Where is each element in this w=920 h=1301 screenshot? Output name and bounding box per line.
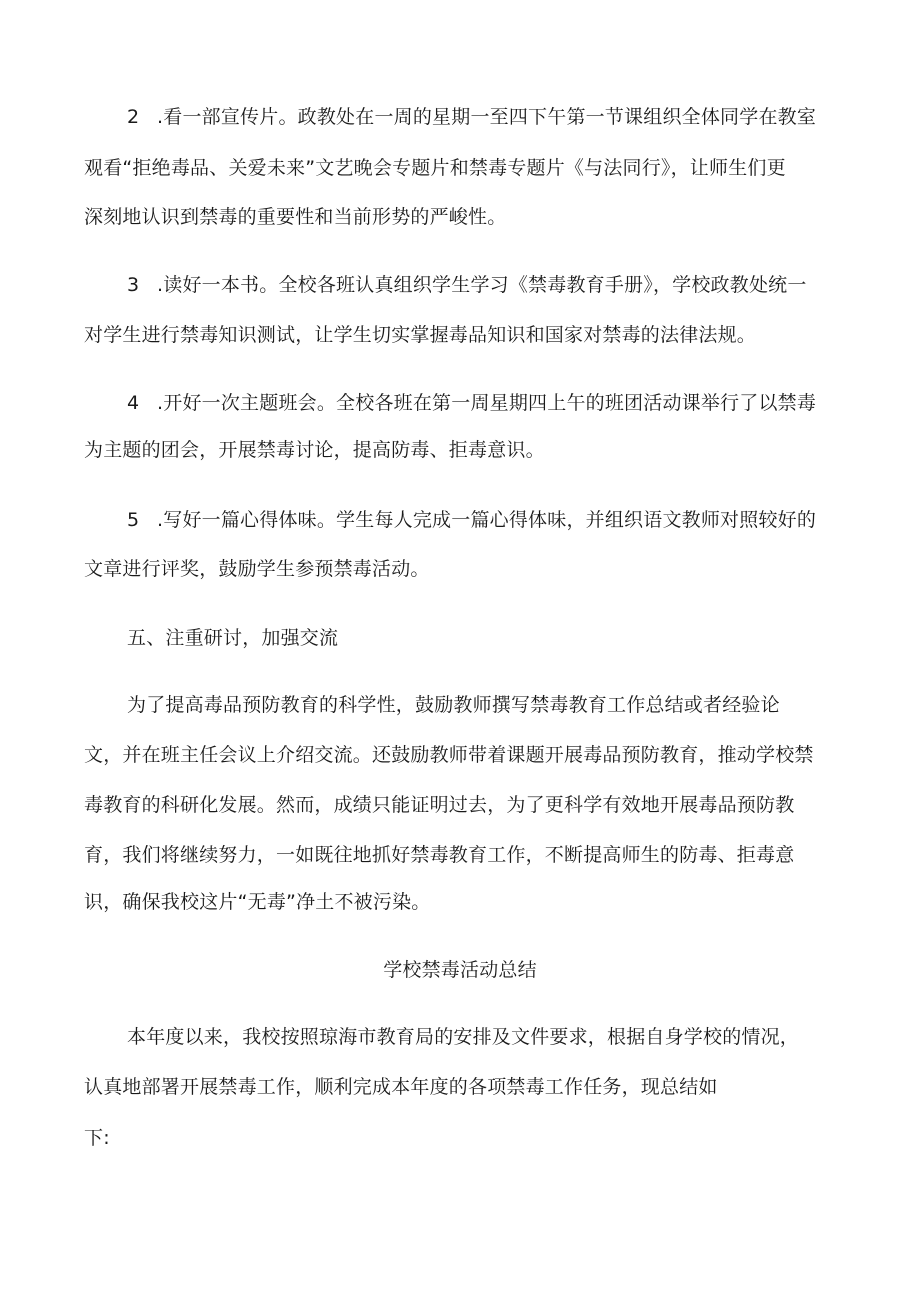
section-paragraph-line-1: 为了提高毒品预防教育的科学性，鼓励教师撰写禁毒教育工作总结或者经验论: [127, 694, 780, 716]
item-3-line-2: 对学生进行禁毒知识测试，让学生切实掌握毒品知识和国家对禁毒的法律法规。: [84, 324, 757, 346]
section-paragraph-line-5: 识，确保我校这片“无毒”净土不被污染。: [84, 891, 431, 913]
item-text: .写好一篇心得体味。学生每人完成一篇心得体味，并组织语文教师对照较好的: [157, 509, 817, 531]
item-2-line-1: [127, 104, 897, 130]
summary-line-3: 下:: [84, 1127, 110, 1149]
section-paragraph-line-2: 文，并在班主任会议上介绍交流。还鼓励教师带着课题开展毒品预防教育，推动学校禁: [84, 744, 814, 766]
item-4-line-2: 为主题的团会，开展禁毒讨论，提高防毒、拒毒意识。: [84, 439, 545, 461]
item-number: 4: [127, 392, 140, 414]
item-number: 5: [127, 509, 140, 531]
item-4-line-1: [127, 390, 897, 416]
item-number: 2: [127, 106, 140, 128]
section-paragraph-line-3: 毒教育的科研化发展。然而，成绩只能证明过去，为了更科学有效地开展毒品预防教: [84, 794, 795, 816]
item-2-line-3: 深刻地认识到禁毒的重要性和当前形势的严峻性。: [84, 206, 507, 228]
section-paragraph-line-4: 育，我们将继续努力，一如既往地抓好禁毒教育工作，不断提高师生的防毒、拒毒意: [84, 844, 795, 866]
summary-title: 学校禁毒活动总结: [383, 959, 537, 981]
summary-line-2: 认真地部署开展禁毒工作，顺利完成本年度的各项禁毒工作任务，现总结如: [84, 1076, 718, 1098]
item-3-line-1: [127, 272, 897, 298]
item-5-line-1: [127, 507, 897, 533]
item-text: .看一部宣传片。政教处在一周的星期一至四下午第一节课组织全体同学在教室: [157, 106, 817, 128]
item-text: .读好一本书。全校各班认真组织学生学习《禁毒教育手册》，学校政教处统一: [157, 274, 807, 296]
item-number: 3: [127, 274, 140, 296]
item-2-line-2: 观看“拒绝毒品、关爱未来”文艺晚会专题片和禁毒专题片《与法同行》，让师生们更: [84, 157, 786, 179]
summary-line-1: 本年度以来，我校按照琼海市教育局的安排及文件要求，根据自身学校的情况，: [127, 1026, 800, 1048]
item-text: .开好一次主题班会。全校各班在第一周星期四上午的班团活动课举行了以禁毒: [157, 392, 817, 414]
item-5-line-2: 文章进行评奖，鼓励学生参预禁毒活动。: [84, 558, 430, 580]
section-heading: 五、注重研讨，加强交流: [127, 627, 339, 649]
